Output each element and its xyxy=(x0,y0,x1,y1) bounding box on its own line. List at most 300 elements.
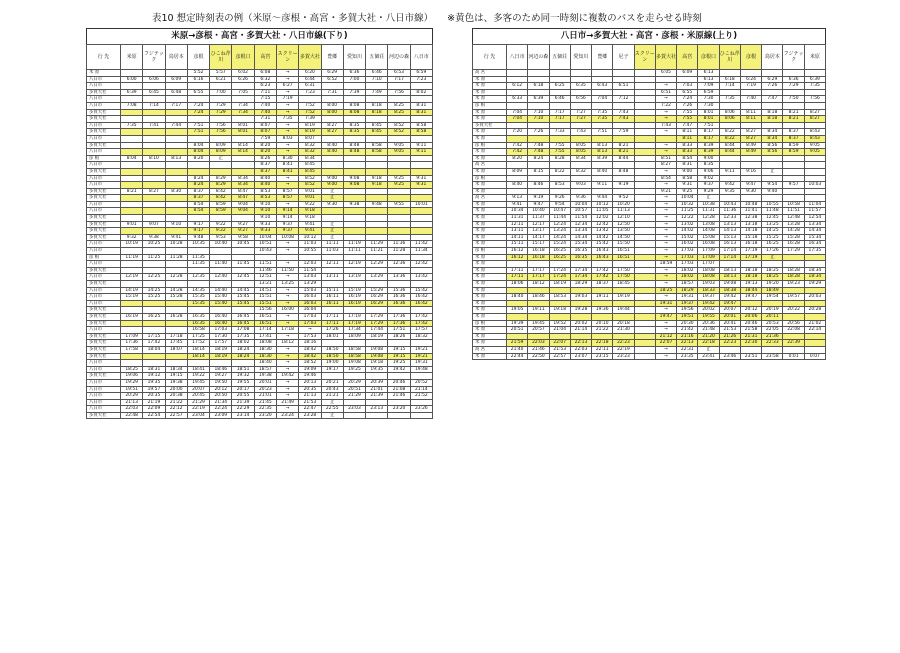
time-cell: 11:46 xyxy=(254,267,276,274)
time-cell: 15:50 xyxy=(613,241,634,248)
time-cell: 7:52 xyxy=(299,102,321,109)
time-cell: 9:01 xyxy=(299,188,321,195)
time-cell: 16:40 xyxy=(210,313,232,320)
time-cell: 7:10 xyxy=(366,76,388,83)
time-cell: 8:53 xyxy=(254,188,276,195)
time-cell: 19:20 xyxy=(762,281,783,288)
time-cell: 6:51 xyxy=(655,89,676,96)
time-cell: 16:28 xyxy=(165,313,187,320)
time-cell: 7:50 xyxy=(783,96,804,103)
time-cell: 18:33 xyxy=(698,287,719,294)
time-cell: 9:25 xyxy=(388,175,410,182)
time-cell: 14:34 xyxy=(570,234,591,241)
time-cell: 17:18 xyxy=(165,333,187,340)
time-cell: → xyxy=(276,294,298,301)
destination-cell: 多賀大社 xyxy=(87,340,121,347)
down-table-row xyxy=(87,274,433,281)
destination-cell: 八日市 xyxy=(87,294,121,301)
time-cell: 10:38 xyxy=(698,201,719,208)
time-cell: 15:35 xyxy=(187,300,209,307)
time-cell: 12:33 xyxy=(719,215,740,222)
time-cell xyxy=(740,300,761,307)
time-cell: 6:20 xyxy=(299,70,321,77)
time-cell: 8:58 xyxy=(410,129,432,136)
time-cell xyxy=(388,254,410,261)
time-cell: 12:02 xyxy=(592,215,613,222)
down-header-row xyxy=(87,45,433,70)
down-table-row xyxy=(87,399,433,406)
time-cell: 6:39 xyxy=(528,96,549,103)
time-cell: 6:53 xyxy=(388,70,410,77)
time-cell: 9:19 xyxy=(528,195,549,202)
time-cell: 15:11 xyxy=(507,241,528,248)
time-cell: 止 xyxy=(321,234,343,241)
time-cell: 12:51 xyxy=(254,274,276,281)
time-cell xyxy=(592,188,613,195)
time-cell: 12:38 xyxy=(740,215,761,222)
time-cell: 14:25 xyxy=(143,287,165,294)
time-cell xyxy=(634,281,655,288)
time-cell: 19:42 xyxy=(276,373,298,380)
destination-cell: 八日市 xyxy=(87,360,121,367)
time-cell: 9:04 xyxy=(232,208,254,215)
time-cell: 6:18 xyxy=(528,83,549,90)
time-cell: 20:51 xyxy=(343,386,365,393)
destination-cell: 八日市 xyxy=(87,76,121,83)
time-cell xyxy=(410,412,432,419)
time-cell xyxy=(321,96,343,103)
time-cell: 9:54 xyxy=(762,182,783,189)
time-cell: 9:08 xyxy=(343,175,365,182)
time-cell xyxy=(570,175,591,182)
time-cell: 9:14 xyxy=(276,208,298,215)
time-cell xyxy=(321,155,343,162)
time-cell xyxy=(634,307,655,314)
time-cell: 10:04 xyxy=(570,201,591,208)
time-cell: 20:11 xyxy=(762,313,783,320)
time-cell: 9:38 xyxy=(343,201,365,208)
time-cell: 19:03 xyxy=(570,294,591,301)
time-cell: 7:30 xyxy=(698,102,719,109)
time-cell: 18:08 xyxy=(254,340,276,347)
time-cell xyxy=(783,313,804,320)
time-cell xyxy=(528,162,549,169)
time-cell: 19:42 xyxy=(388,366,410,373)
time-cell: 17:11 xyxy=(321,320,343,327)
time-cell xyxy=(613,261,634,268)
time-cell xyxy=(410,373,432,380)
time-cell xyxy=(592,175,613,182)
destination-cell: 彦 根 xyxy=(473,248,507,255)
time-cell: 17:57 xyxy=(410,327,432,334)
time-cell xyxy=(165,320,187,327)
up-table-row xyxy=(473,116,826,123)
time-cell xyxy=(254,254,276,261)
time-cell xyxy=(804,175,825,182)
time-cell: 8:10 xyxy=(143,155,165,162)
time-cell: 8:31 xyxy=(410,109,432,116)
time-cell: 17:53 xyxy=(299,333,321,340)
time-cell: 18:32 xyxy=(410,333,432,340)
up-table-row xyxy=(473,340,826,347)
time-cell: 8:15 xyxy=(528,168,549,175)
time-cell xyxy=(410,188,432,195)
time-cell: 8:53 xyxy=(254,195,276,202)
time-cell: 7:27 xyxy=(570,109,591,116)
time-cell: 9:17 xyxy=(187,228,209,235)
time-cell: 17:19 xyxy=(740,248,761,255)
up-col-header: 鳥居本 xyxy=(762,45,783,70)
time-cell: 22:23 xyxy=(613,340,634,347)
time-cell: 8:29 xyxy=(210,182,232,189)
time-cell: 6:36 xyxy=(343,70,365,77)
time-cell: 18:18 xyxy=(740,274,761,281)
time-cell: 17:50 xyxy=(613,274,634,281)
time-cell xyxy=(507,122,528,129)
time-cell xyxy=(121,70,143,77)
time-cell: 17:26 xyxy=(762,248,783,255)
time-cell: 11:28 xyxy=(165,254,187,261)
time-cell xyxy=(570,300,591,307)
time-cell xyxy=(388,208,410,215)
destination-cell: 米 原 xyxy=(473,215,507,222)
up-table-row xyxy=(473,346,826,353)
time-cell: → xyxy=(655,234,676,241)
time-cell: 16:12 xyxy=(507,254,528,261)
time-cell: 20:07 xyxy=(187,386,209,393)
time-cell: 9:22 xyxy=(210,221,232,228)
time-cell xyxy=(507,102,528,109)
time-cell: 止 xyxy=(321,188,343,195)
time-cell: 20:13 xyxy=(299,379,321,386)
up-table xyxy=(472,44,826,360)
time-cell xyxy=(634,261,655,268)
time-cell xyxy=(232,162,254,169)
time-cell: 17:36 xyxy=(121,340,143,347)
time-cell: 15:03 xyxy=(299,287,321,294)
time-cell: 9:18 xyxy=(299,208,321,215)
time-cell: 9:05 xyxy=(804,149,825,156)
time-cell: 16:35 xyxy=(570,248,591,255)
time-cell: 21:31 xyxy=(740,333,761,340)
time-cell xyxy=(165,248,187,255)
time-cell: 11:40 xyxy=(210,261,232,268)
time-cell: 18:42 xyxy=(299,346,321,353)
down-timetable xyxy=(86,28,433,419)
time-cell xyxy=(804,346,825,353)
time-cell: 6:32 xyxy=(254,76,276,83)
time-cell: 10:01 xyxy=(410,201,432,208)
time-cell: 9:18 xyxy=(366,175,388,182)
time-cell xyxy=(343,155,365,162)
time-cell: 15:08 xyxy=(698,234,719,241)
time-cell: 19:18 xyxy=(549,307,570,314)
time-cell xyxy=(388,221,410,228)
time-cell: 12:48 xyxy=(783,215,804,222)
time-cell: 21:21 xyxy=(321,393,343,400)
time-cell xyxy=(121,83,143,90)
time-cell xyxy=(165,162,187,169)
time-cell: 15:35 xyxy=(187,294,209,301)
down-table-row xyxy=(87,195,433,202)
destination-cell: 米 原 xyxy=(473,313,507,320)
time-cell: 22:23 xyxy=(719,340,740,347)
time-cell xyxy=(528,76,549,83)
time-cell xyxy=(143,70,165,77)
up-table-row xyxy=(473,300,826,307)
time-cell: 17:14 xyxy=(254,327,276,334)
time-cell: 7:31 xyxy=(321,89,343,96)
time-cell: 17:36 xyxy=(388,313,410,320)
time-cell: 8:13 xyxy=(165,155,187,162)
down-table-row xyxy=(87,208,433,215)
time-cell: 21:36 xyxy=(762,333,783,340)
time-cell: 8:40 xyxy=(321,142,343,149)
time-cell: 11:19 xyxy=(343,241,365,248)
time-cell: 18:02 xyxy=(677,267,698,274)
down-col-header: 米原 xyxy=(121,45,143,70)
destination-cell: 米 原 xyxy=(473,267,507,274)
time-cell: 15:29 xyxy=(366,287,388,294)
time-cell xyxy=(299,254,321,261)
time-cell: 8:45 xyxy=(366,129,388,136)
time-cell: 22:19 xyxy=(187,406,209,413)
time-cell: 8:24 xyxy=(187,182,209,189)
time-cell: 7:26 xyxy=(762,83,783,90)
time-cell: 10:47 xyxy=(549,208,570,215)
up-table-row xyxy=(473,261,826,268)
time-cell: 8:25 xyxy=(388,102,410,109)
time-cell xyxy=(143,109,165,116)
time-cell: 8:40 xyxy=(254,182,276,189)
time-cell: 7:00 xyxy=(210,89,232,96)
time-cell: 12:50 xyxy=(613,221,634,228)
destination-cell: 高 宮 xyxy=(473,162,507,169)
time-cell xyxy=(762,300,783,307)
time-cell xyxy=(570,287,591,294)
time-cell: 20:36 xyxy=(698,320,719,327)
time-cell: 14:28 xyxy=(783,228,804,235)
time-cell xyxy=(343,96,365,103)
time-cell xyxy=(143,327,165,334)
time-cell: 22:07 xyxy=(549,340,570,347)
time-cell: 21:53 xyxy=(549,346,570,353)
time-cell xyxy=(343,135,365,142)
time-cell: 17:17 xyxy=(528,274,549,281)
time-cell: 18:19 xyxy=(210,346,232,353)
time-cell: 19:35 xyxy=(143,379,165,386)
time-cell: 20:35 xyxy=(143,393,165,400)
time-cell xyxy=(187,215,209,222)
destination-cell: 米 原 xyxy=(473,294,507,301)
time-cell xyxy=(165,307,187,314)
time-cell xyxy=(121,320,143,327)
time-cell xyxy=(634,267,655,274)
time-cell: 8:22 xyxy=(549,168,570,175)
time-cell: 5:52 xyxy=(187,70,209,77)
time-cell: 7:14 xyxy=(143,102,165,109)
time-cell: 8:21 xyxy=(121,188,143,195)
time-cell xyxy=(366,340,388,347)
time-cell: 16:45 xyxy=(232,313,254,320)
time-cell: 8:59 xyxy=(783,149,804,156)
time-cell: 8:45 xyxy=(299,162,321,169)
time-cell: 9:00 xyxy=(698,155,719,162)
up-table-row xyxy=(473,76,826,83)
time-cell: 10:32 xyxy=(677,201,698,208)
up-table-row xyxy=(473,149,826,156)
time-cell: → xyxy=(276,76,298,83)
title-main: 表10 想定時刻表の例（米原～彦根・高宮・多賀大社・八日市線） xyxy=(152,13,434,24)
time-cell: 11:25 xyxy=(677,208,698,215)
time-cell: 9:37 xyxy=(698,182,719,189)
time-cell: 19:15 xyxy=(165,373,187,380)
destination-cell: 多賀大社 xyxy=(87,215,121,222)
time-cell: 10:04 xyxy=(677,195,698,202)
time-cell: 23:03 xyxy=(343,406,365,413)
time-cell xyxy=(762,261,783,268)
time-cell: 11:05 xyxy=(592,208,613,215)
time-cell: 12:17 xyxy=(528,221,549,228)
down-col-header: 行 先 xyxy=(87,45,121,70)
time-cell: 16:29 xyxy=(366,294,388,301)
time-cell: 9:40 xyxy=(762,188,783,195)
time-cell: 7:56 xyxy=(388,89,410,96)
up-col-header: 彦根 xyxy=(740,45,761,70)
time-cell xyxy=(210,267,232,274)
up-col-header: スクリーン xyxy=(634,45,655,70)
time-cell: 14:35 xyxy=(187,287,209,294)
time-cell: 13:03 xyxy=(299,274,321,281)
time-cell xyxy=(634,241,655,248)
time-cell: 9:01 xyxy=(299,195,321,202)
time-cell: 8:05 xyxy=(570,149,591,156)
time-cell xyxy=(783,155,804,162)
destination-cell: 彦 根 xyxy=(473,320,507,327)
time-cell: 21:26 xyxy=(719,333,740,340)
time-cell: 18:58 xyxy=(343,346,365,353)
time-cell: 16:13 xyxy=(719,241,740,248)
time-cell: 10:28 xyxy=(165,241,187,248)
time-cell: 15:51 xyxy=(254,300,276,307)
time-cell xyxy=(410,116,432,123)
time-cell xyxy=(121,135,143,142)
time-cell: 9:17 xyxy=(187,221,209,228)
time-cell: 8:58 xyxy=(677,175,698,182)
time-cell: 19:42 xyxy=(698,300,719,307)
time-cell xyxy=(321,281,343,288)
down-table-row xyxy=(87,162,433,169)
time-cell xyxy=(321,208,343,215)
time-cell: 7:04 xyxy=(507,116,528,123)
time-cell: 14:11 xyxy=(507,234,528,241)
time-cell: 10:25 xyxy=(143,241,165,248)
up-col-header: 多賀大社 xyxy=(655,45,676,70)
time-cell xyxy=(634,248,655,255)
time-cell: 6:56 xyxy=(570,96,591,103)
destination-cell: 多賀大社 xyxy=(87,267,121,274)
up-table-row xyxy=(473,162,826,169)
time-cell xyxy=(507,261,528,268)
time-cell xyxy=(804,340,825,347)
time-cell: 21:29 xyxy=(187,399,209,406)
time-cell: 8:07 xyxy=(299,135,321,142)
time-cell xyxy=(783,333,804,340)
time-cell: 18:08 xyxy=(698,267,719,274)
time-cell xyxy=(232,168,254,175)
time-cell: 8:30 xyxy=(165,188,187,195)
time-cell xyxy=(634,142,655,149)
time-cell xyxy=(719,102,740,109)
time-cell: → xyxy=(655,248,676,255)
time-cell xyxy=(388,267,410,274)
time-cell: 9:01 xyxy=(121,221,143,228)
time-cell: 17:19 xyxy=(740,254,761,261)
time-cell xyxy=(143,228,165,235)
time-cell: 7:48 xyxy=(528,142,549,149)
up-table-row xyxy=(473,274,826,281)
time-cell: 21:20 xyxy=(698,333,719,340)
time-cell: → xyxy=(276,142,298,149)
time-cell: 17:42 xyxy=(410,313,432,320)
time-cell: 8:32 xyxy=(299,149,321,156)
time-cell: → xyxy=(276,346,298,353)
time-cell xyxy=(528,122,549,129)
down-table-row xyxy=(87,122,433,129)
time-cell: 13:42 xyxy=(410,274,432,281)
time-cell: 22:03 xyxy=(121,406,143,413)
time-cell: 8:54 xyxy=(187,201,209,208)
time-cell: 21:16 xyxy=(677,333,698,340)
time-cell: → xyxy=(276,366,298,373)
time-cell: 6:21 xyxy=(210,76,232,83)
time-cell: 22:03 xyxy=(570,346,591,353)
time-cell: 17:50 xyxy=(613,267,634,274)
destination-cell: 彦 根 xyxy=(87,254,121,261)
time-cell: 8:58 xyxy=(366,149,388,156)
time-cell: 11:54 xyxy=(299,267,321,274)
time-cell xyxy=(210,307,232,314)
time-cell: 7:33 xyxy=(549,129,570,136)
time-cell xyxy=(549,300,570,307)
up-header-row xyxy=(473,45,826,70)
time-cell xyxy=(143,307,165,314)
up-col-header: 米原 xyxy=(804,45,825,70)
destination-cell: 八日市 xyxy=(87,135,121,142)
time-cell: 15:24 xyxy=(549,241,570,248)
time-cell xyxy=(121,149,143,156)
time-cell: 15:25 xyxy=(143,294,165,301)
time-cell: 13:11 xyxy=(321,274,343,281)
destination-cell: 彦 根 xyxy=(473,175,507,182)
destination-cell: 米 原 xyxy=(473,116,507,123)
destination-cell: 八日市 xyxy=(87,366,121,373)
time-cell xyxy=(232,254,254,261)
down-table-row xyxy=(87,228,433,235)
time-cell xyxy=(570,188,591,195)
time-cell: 6:29 xyxy=(321,70,343,77)
time-cell: 18:41 xyxy=(187,366,209,373)
time-cell xyxy=(210,248,232,255)
time-cell: 14:18 xyxy=(740,228,761,235)
time-cell: → xyxy=(655,83,676,90)
time-cell: 8:11 xyxy=(677,135,698,142)
time-cell: 8:22 xyxy=(719,129,740,136)
destination-cell: 八日市 xyxy=(87,248,121,255)
time-cell: 17:19 xyxy=(343,313,365,320)
time-cell: 10:04 xyxy=(254,234,276,241)
destination-cell: 八日市 xyxy=(87,83,121,90)
